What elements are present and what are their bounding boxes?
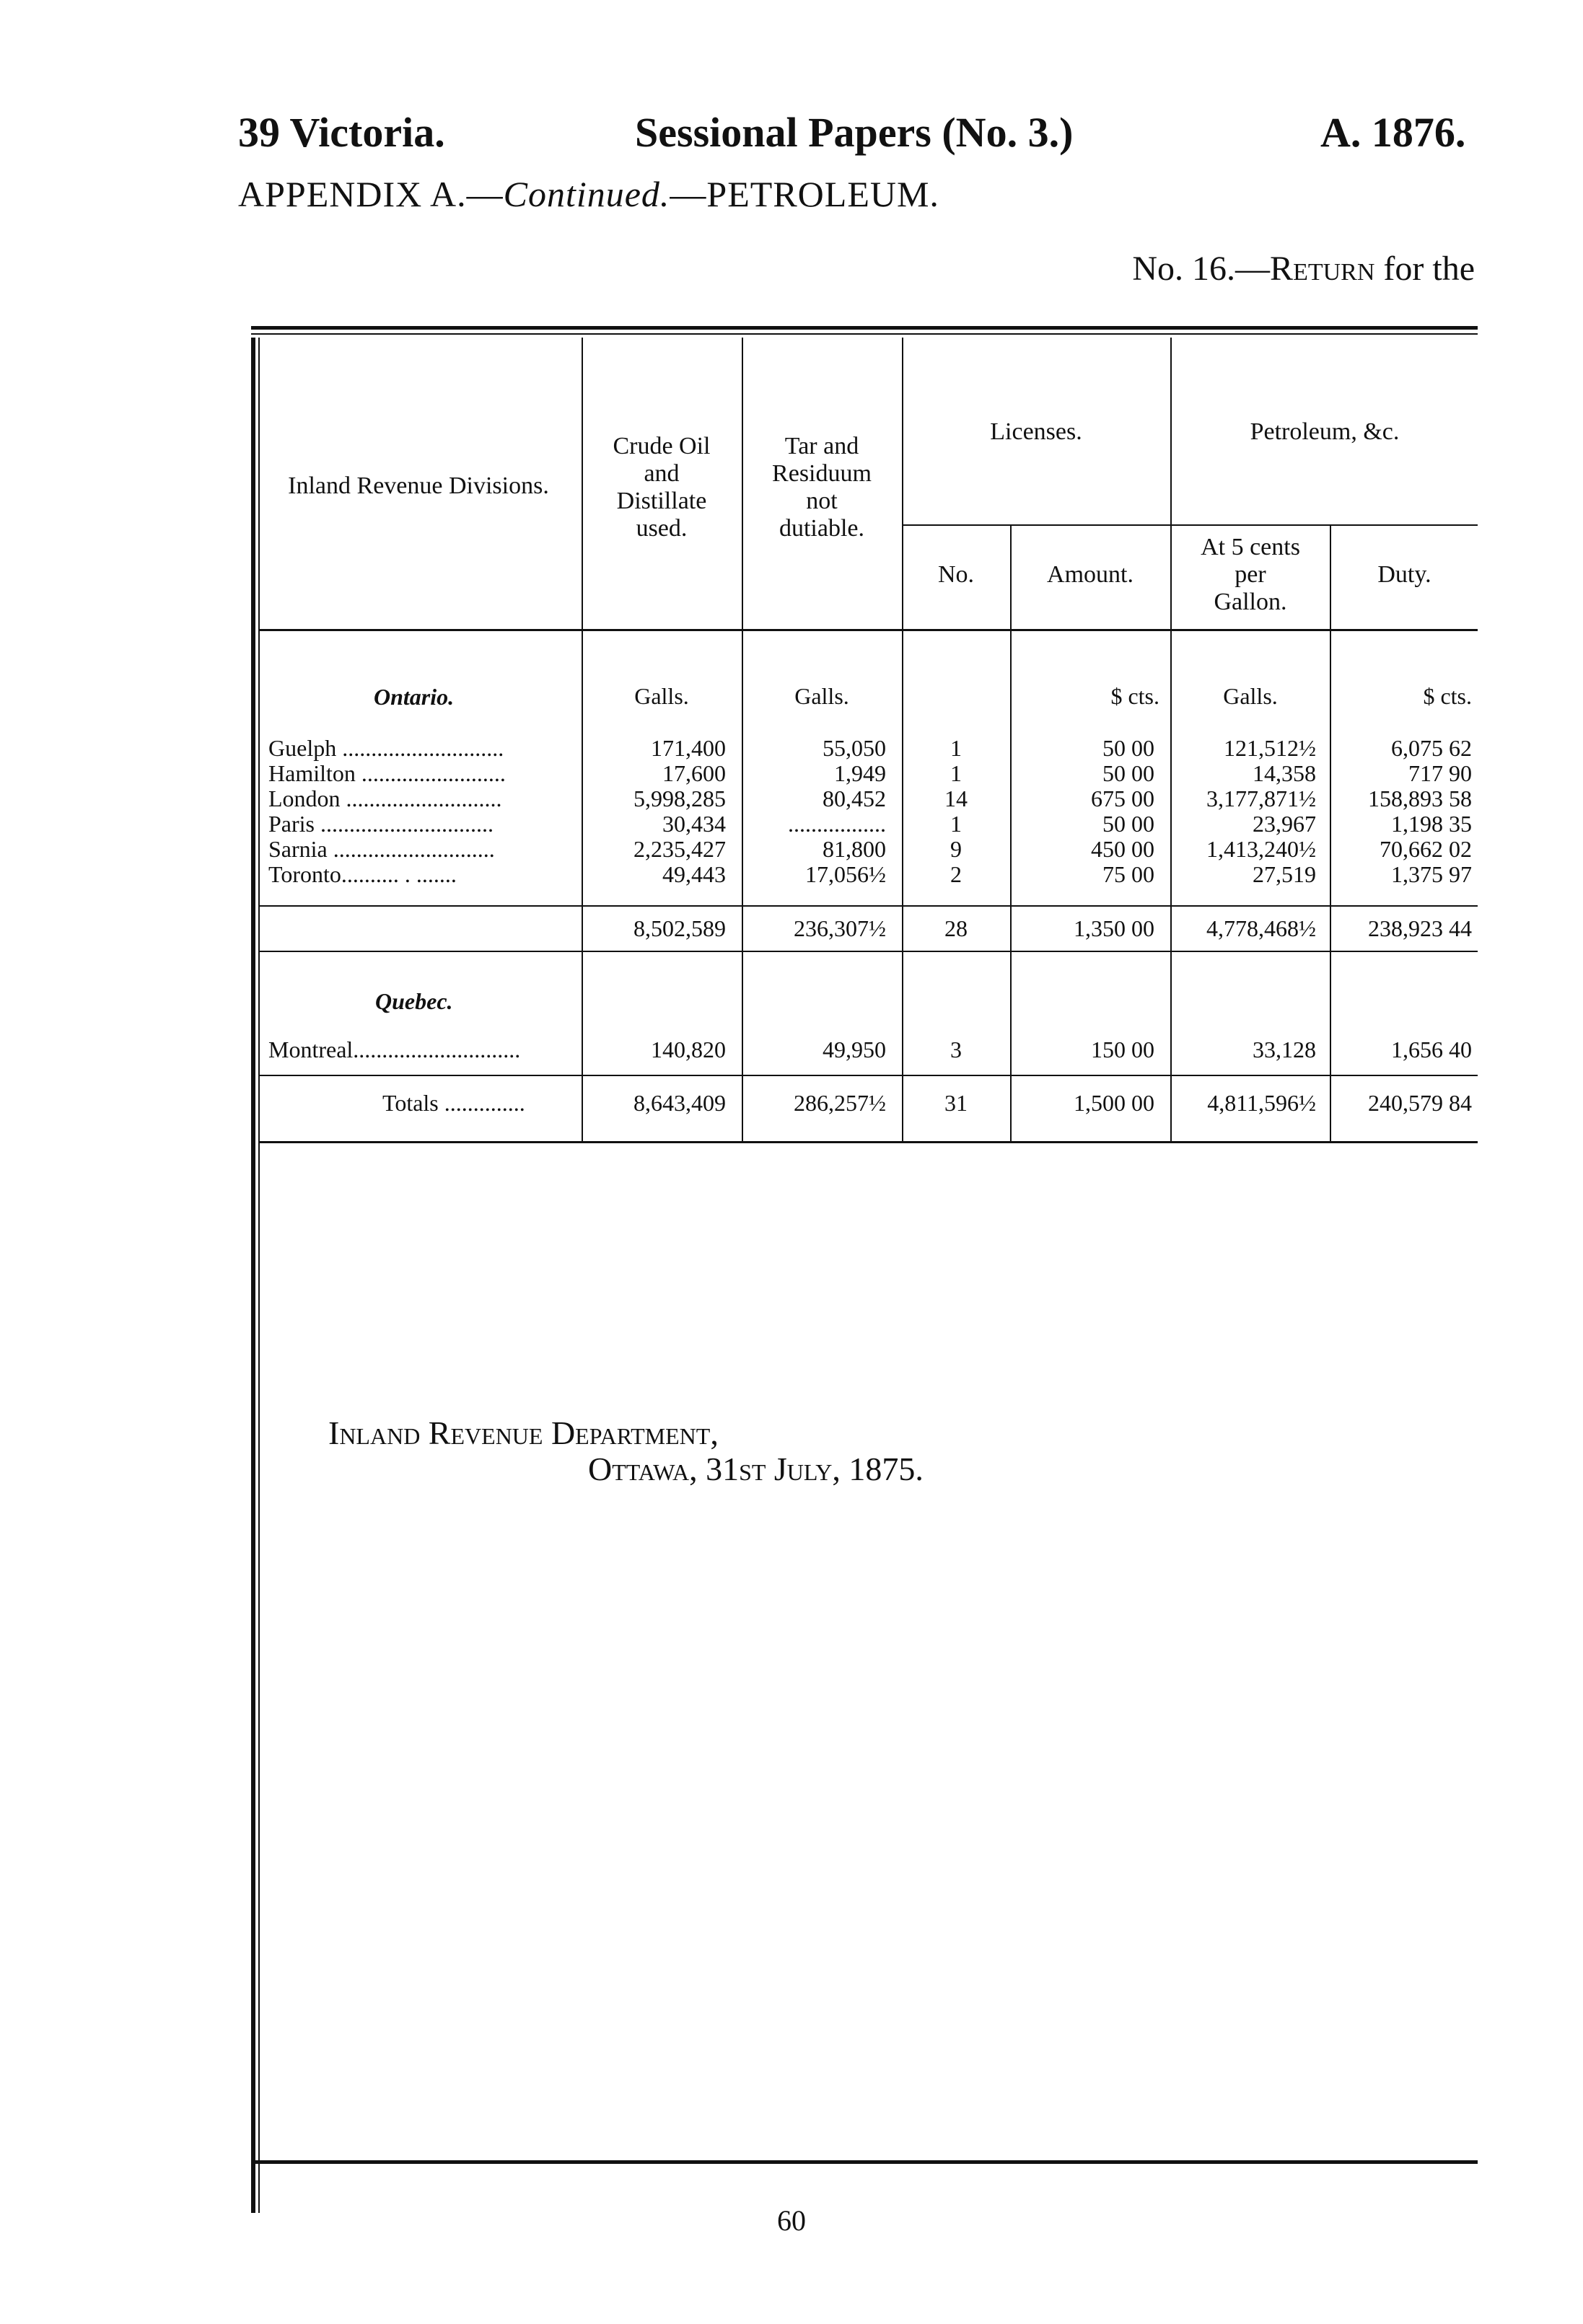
table-left-border [251, 338, 255, 2213]
row-at5: 33,128 [1253, 1036, 1316, 1062]
appendix-italic: Continued. [503, 174, 670, 214]
row-duty: 70,662 02 [1380, 836, 1472, 862]
row-duty: 6,075 62 [1391, 735, 1472, 761]
footer-place-date: Ottawa, 31st July, 1875. [588, 1451, 924, 1487]
row-crude: 5,998,285 [633, 785, 726, 811]
row-amount: 50 00 [1102, 811, 1154, 837]
subheader-rule [902, 524, 1478, 526]
subtotal-at5: 4,778,468½ [1206, 915, 1316, 941]
row-duty: 717 90 [1408, 760, 1472, 786]
table-top-rule [251, 326, 1478, 330]
row-amount: 675 00 [1091, 785, 1154, 811]
return-heading [1132, 249, 1475, 289]
header-tar [743, 433, 900, 542]
header-tar-line2: Residuum [772, 460, 872, 487]
header-at5 [1172, 534, 1329, 616]
header-duty: Duty. [1377, 561, 1431, 588]
row-at5: 1,413,240½ [1206, 836, 1316, 862]
header-bottom-rule [260, 629, 1478, 631]
totals-top-rule [260, 1075, 1478, 1076]
header-at5-line3: Gallon. [1214, 589, 1287, 615]
row-no: 2 [950, 861, 962, 887]
running-header-left: 39 Victoria. [238, 109, 445, 156]
page-bottom-rule [251, 2160, 1478, 2164]
totals-crude: 8,643,409 [633, 1090, 726, 1116]
footer-department: Inland Revenue Department, [328, 1414, 719, 1451]
table-left-border-inner [258, 338, 260, 2213]
row-crude: 140,820 [651, 1036, 726, 1062]
subtotal-no: 28 [944, 915, 968, 941]
row-amount: 150 00 [1091, 1036, 1154, 1062]
header-crude [583, 433, 740, 542]
subtotal-duty: 238,923 44 [1368, 915, 1472, 941]
appendix-prefix: APPENDIX A.— [238, 174, 504, 214]
totals-label: Totals .............. [382, 1090, 525, 1116]
header-tar-line4: dutiable. [779, 515, 865, 542]
header-petroleum: Petroleum, &c. [1250, 418, 1400, 445]
row-no: 1 [950, 811, 962, 837]
row-tar: ................. [788, 811, 886, 837]
unit-crude: Galls. [634, 683, 689, 709]
row-tar: 81,800 [823, 836, 886, 862]
row-no: 14 [944, 785, 968, 811]
totals-no: 31 [944, 1090, 968, 1116]
row-tar: 55,050 [823, 735, 886, 761]
appendix-suffix: —PETROLEUM. [670, 174, 939, 214]
totals-duty: 240,579 84 [1368, 1090, 1472, 1116]
row-amount: 50 00 [1102, 760, 1154, 786]
row-duty: 158,893 58 [1368, 785, 1472, 811]
return-word: Return [1270, 250, 1375, 288]
row-division: Montreal............................. [268, 1036, 521, 1062]
row-at5: 121,512½ [1224, 735, 1316, 761]
appendix-title [238, 173, 939, 215]
row-at5: 3,177,871½ [1206, 785, 1316, 811]
row-division: Paris .............................. [268, 811, 494, 837]
header-crude-line1: Crude Oil [613, 433, 711, 459]
row-no: 9 [950, 836, 962, 862]
row-amount: 75 00 [1102, 861, 1154, 887]
row-at5: 14,358 [1253, 760, 1316, 786]
row-crude: 30,434 [662, 811, 726, 837]
return-suffix: for the [1374, 250, 1475, 288]
row-duty: 1,375 97 [1391, 861, 1472, 887]
row-at5: 27,519 [1253, 861, 1316, 887]
row-crude: 2,235,427 [633, 836, 726, 862]
row-at5: 23,967 [1253, 811, 1316, 837]
row-duty: 1,656 40 [1391, 1036, 1472, 1062]
header-license-amount: Amount. [1047, 561, 1133, 588]
row-tar: 80,452 [823, 785, 886, 811]
ontario-sum-bottom-rule [260, 951, 1478, 952]
unit-amount: $ cts. [1110, 683, 1159, 709]
unit-tar: Galls. [794, 683, 849, 709]
row-no: 3 [950, 1036, 962, 1062]
running-header-center: Sessional Papers (No. 3.) [635, 109, 1074, 156]
row-division: Sarnia ............................ [268, 836, 495, 862]
totals-at5: 4,811,596½ [1207, 1090, 1316, 1116]
header-crude-line2: and [644, 460, 680, 487]
subtotal-tar: 236,307½ [794, 915, 886, 941]
row-amount: 450 00 [1091, 836, 1154, 862]
page-number: 60 [777, 2204, 806, 2237]
header-crude-line4: used. [636, 515, 688, 542]
header-tar-line3: not [806, 488, 838, 514]
subtotal-amount: 1,350 00 [1074, 915, 1154, 941]
row-division: Guelph ............................ [268, 735, 504, 761]
section-quebec: Quebec. [375, 988, 453, 1014]
row-tar: 1,949 [834, 760, 886, 786]
row-no: 1 [950, 760, 962, 786]
row-division: London ........................... [268, 785, 502, 811]
totals-tar: 286,257½ [794, 1090, 886, 1116]
subtotal-crude: 8,502,589 [633, 915, 726, 941]
return-prefix: No. 16.— [1132, 250, 1271, 288]
header-license-no: No. [937, 561, 975, 588]
row-division: Hamilton ......................... [268, 760, 506, 786]
running-header-right: A. 1876. [1320, 109, 1466, 156]
row-crude: 171,400 [651, 735, 726, 761]
row-duty: 1,198 35 [1391, 811, 1472, 837]
row-amount: 50 00 [1102, 735, 1154, 761]
header-tar-line1: Tar and [784, 433, 859, 459]
unit-at5: Galls. [1223, 683, 1278, 709]
header-crude-line3: Distillate [616, 488, 707, 514]
row-division: Toronto.......... . ....... [268, 861, 457, 887]
header-at5-line2: per [1235, 561, 1266, 588]
row-no: 1 [950, 735, 962, 761]
table-top-rule-thin [251, 333, 1478, 335]
section-ontario: Ontario. [374, 684, 455, 710]
header-licenses: Licenses. [990, 418, 1082, 445]
header-at5-line1: At 5 cents [1201, 534, 1300, 560]
unit-duty: $ cts. [1423, 683, 1472, 709]
ontario-sum-rule [260, 905, 1478, 907]
totals-amount: 1,500 00 [1074, 1090, 1154, 1116]
row-crude: 49,443 [662, 861, 726, 887]
table-bottom-rule [260, 1141, 1478, 1143]
row-tar: 17,056½ [805, 861, 886, 887]
row-crude: 17,600 [662, 760, 726, 786]
header-division: Inland Revenue Divisions. [288, 472, 549, 499]
row-tar: 49,950 [823, 1036, 886, 1062]
